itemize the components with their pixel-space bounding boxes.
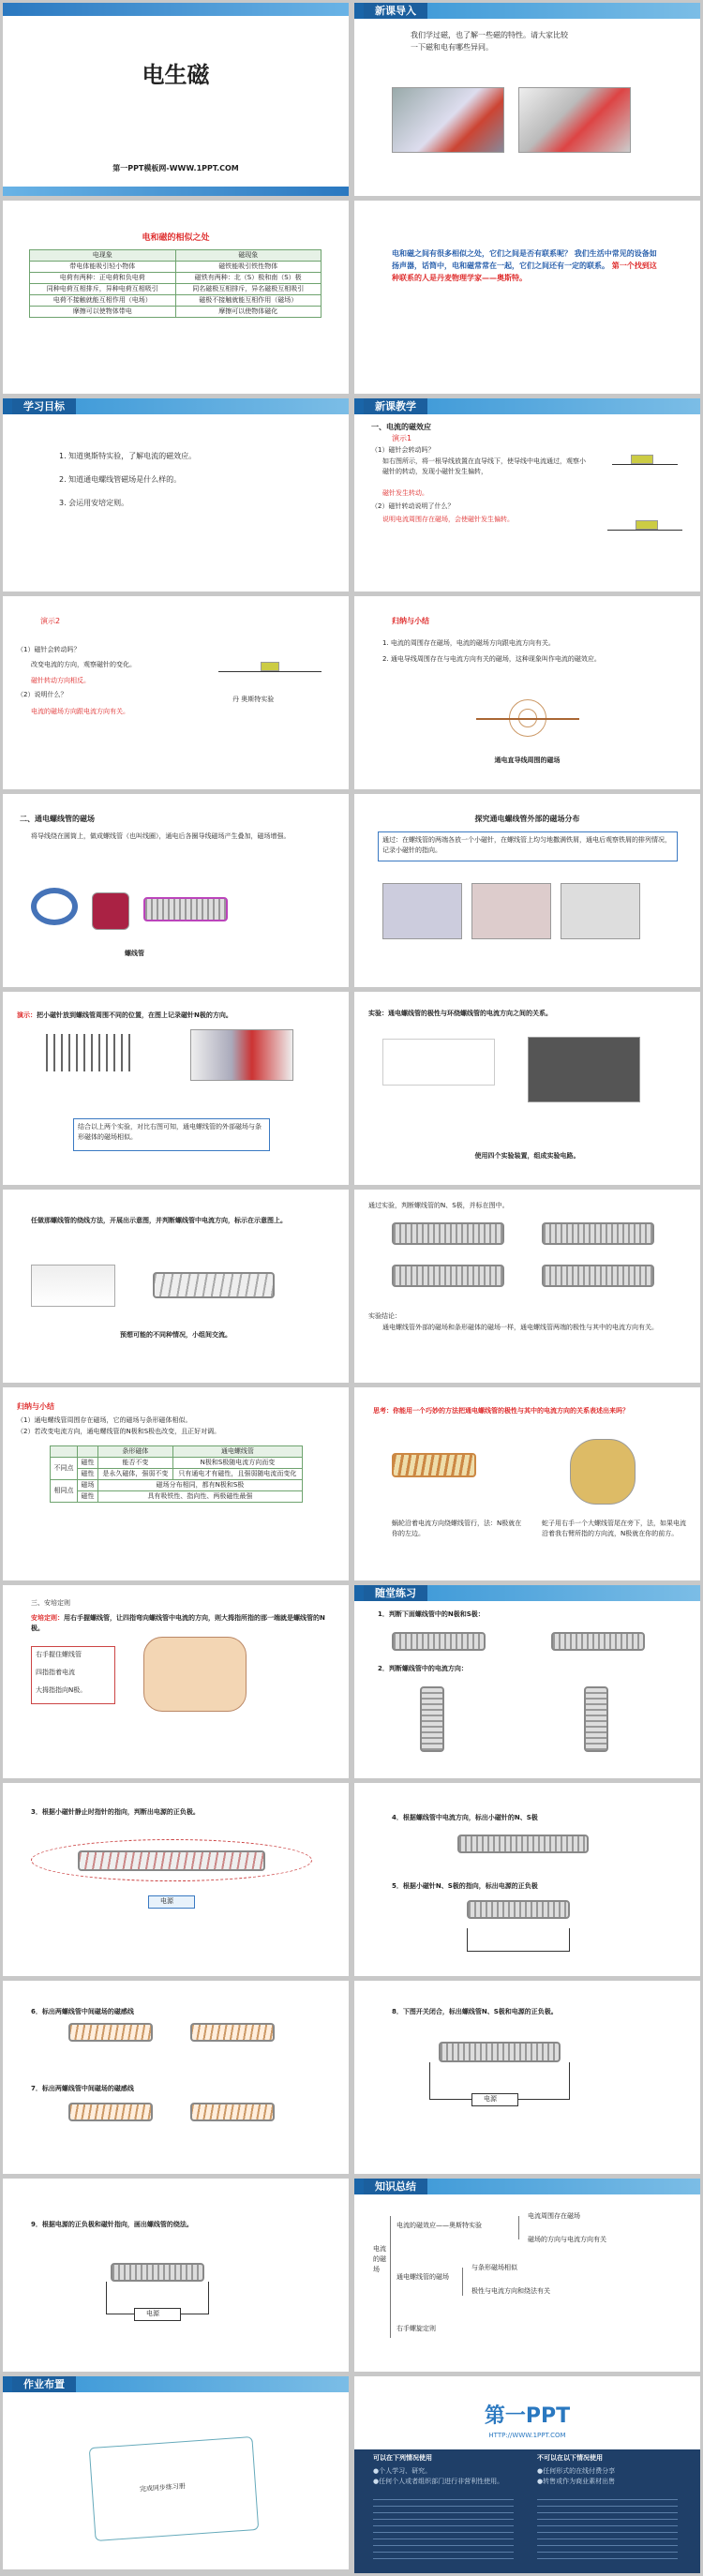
brand-url: HTTP://WWW.1PPT.COM (488, 2432, 566, 2439)
solenoid-diagram (392, 1632, 486, 1651)
monkey-icon (570, 1439, 636, 1505)
section-tab: 学习目标 (12, 398, 76, 414)
snail-coil (392, 1453, 476, 1477)
objective-3: 3. 会运用安培定则。 (59, 499, 129, 507)
comparison-table: 条形磁体 通电螺线管 不同点 磁性 能否不变 N极和S极随电流方向而变 磁性 是永久磁体，强弱不变 只有通电才有磁性，且强弱随电流而变化 相同点 磁场 磁场分布相同，都有N极和S极 磁性 具有吸铁性、指向性、两极磁性最强 (50, 1445, 303, 1503)
slide-credits: 第一PPT HTTP://WWW.1PPT.COM 可以在下列情况使用 不可以在以下情况使用 ●个人学习、研究。 ●任何个人或者组织部门进行非营利性使用。 ●任何形式的在线付费分享 ●转售或作为商业素材出售 (354, 2376, 700, 2573)
spool-icon (92, 892, 129, 930)
solenoid-diagram (439, 2042, 561, 2062)
magnet-photo (392, 87, 504, 153)
slide-practice-3: 3．根据小磁针静止时指针的指向，判断出电源的正负极。 电源 (3, 1783, 349, 1976)
solenoid-diagram (467, 1900, 570, 1919)
slide-practice-6-7: 6．标出两螺线管中间磁场的磁感线 7．标出两螺线管中间磁场的磁感线 (3, 1981, 349, 2174)
compass-row (40, 1034, 134, 1071)
link-list (373, 2494, 514, 2565)
solenoid-diagram (153, 1272, 275, 1298)
demo-label: 演示1 (392, 434, 412, 442)
experiment-photo (471, 883, 551, 939)
slide-polarity: 实验：通电螺线管的极性与环绕螺线管的电流方向之间的关系。 使用四个实验装置，组成实验电路。 (354, 992, 700, 1185)
slide-knowledge-summary: 知识总结 电流的磁场 电流的磁效应——奥斯特实验 电流周围存在磁场 磁场的方向与电流方向有关 通电螺线管的磁场 与条形磁场相似 极性与电流方向和绕法有关 右手螺旋定则 (354, 2179, 700, 2372)
slide-objectives (3, 398, 349, 592)
slide-summary-2: 归纳与小结 （1）通电螺线管周围存在磁场，它的磁场与条形磁体相似。 （2）若改变电流方向，通电螺线管的N极和S极也改变，且正好对调。 条形磁体 通电螺线管 不同点 磁性 能否不变 N极和S极随电流方向而变 磁性 是永久磁体，强弱不变 只有通电才有磁性，且强弱随电流而变化 相同点 磁场 磁场分布相同，都有N极和S极 磁性 具有吸铁性、指向性、两极磁性最强 (3, 1387, 349, 1580)
wire-icon (476, 718, 579, 720)
hand-icon (143, 1637, 247, 1712)
solenoid-diagram (457, 1835, 589, 1853)
slide-summary-1: 归纳与小结 1. 电流的周围存在磁场，电流的磁场方向跟电流方向有关。 2. 通电导线周围存在与电流方向有关的磁场，这种现象叫作电流的磁效应。 通电直导线周围的磁场 (354, 596, 700, 789)
experiment-photo (561, 883, 640, 939)
slide-subtitle: 第一PPT模板网-WWW.1PPT.COM (112, 164, 239, 172)
slide-homework (3, 2376, 349, 2569)
connection-q: 电和磁之间有很多相似之处，它们之间是否有联系呢？ (392, 249, 572, 258)
tube-photo (31, 1265, 115, 1307)
slide-practice-9: 9．根据电源的正负极和磁针指向，画出螺线管的绕法。 电源 (3, 2179, 349, 2372)
solenoid-diagram (551, 1632, 645, 1651)
solenoid-diagram (392, 1222, 504, 1245)
section-tab: 随堂练习 (364, 1585, 427, 1601)
magnet-hand-photo (518, 87, 631, 153)
filings-photo (190, 1029, 293, 1081)
slide-winding: 任做那螺线管的绕线方法，开展出示意图，并判断螺线管中电流方向，标示在示意图上。 预想可能的不同种情况，小组间交流。 (3, 1190, 349, 1383)
slide-think: 思考：你能用一个巧妙的方法把通电螺线管的极性与其中的电流方向的关系表述出来吗？ 蜗轮沿着电流方向绕螺线管行，法：N极就在你的左边。 蛇子用右手一个大螺线管尾在旁下，法，如果电流沿着我右臂所指的方向流，N极就在你的前方。 (354, 1387, 700, 1580)
solenoid-diagram (542, 1265, 654, 1287)
compass-icon (636, 520, 658, 530)
slide-demo-filings: 演示：把小磁针放到螺线管周围不同的位置，在图上记录磁针N极的方向。 结合以上两个实验，对比右图可知，通电螺线管的外部磁场与条形磁体的磁场相似。 (3, 992, 349, 1185)
solenoid-diagram (190, 2103, 275, 2121)
compass-icon (261, 662, 279, 671)
solenoid-diagram (392, 1265, 504, 1287)
link-list (537, 2494, 678, 2565)
brand-logo: 第一PPT (484, 2404, 571, 2428)
section-tab: 知识总结 (364, 2179, 427, 2194)
slide-teaching-1: 新课教学 一、电流的磁效应 演示1 （1）磁针会转动吗？ 如右图所示，将一根导线放置在直导线下，使导线中电流通过，观察小磁针的转动，发现小磁针发生偏转， 磁针发生转动。 （2）磁针转动说明了什么？ 说明电流周围存在磁场，会使磁针发生偏转。 (354, 398, 700, 592)
similarity-table: 电现象 磁现象 带电体能吸引轻小物体 磁铁能吸引铁性物体 电荷有两种：正电荷和负电荷 磁铁有两种：北（S）极和南（S）极 同种电荷互相排斥，异种电荷互相吸引 同名磁极互相排斥，异名磁极互相吸引 电荷不接触就能互相作用（电场） 磁极不接触就能互相作用（磁场） 摩擦可以使物体带电 摩擦可以使物体磁化 (29, 249, 322, 318)
slide-connection (354, 201, 700, 394)
connection-text: 我们生活中常见的设备如扬声器，话筒中，电和磁常常在一起，它们之间还有一定的联系。 (392, 249, 657, 270)
intro-text: 我们学过磁，也了解一些磁的特性。请大家比较一下磁和电有哪些异同。 (411, 31, 568, 52)
section-tab: 新课导入 (364, 3, 427, 19)
solenoid-diagram (584, 1686, 608, 1752)
connection-oersted: 第一个找到这种联系的人是丹麦物理学家——奥斯特。 (392, 262, 657, 282)
solenoid-diagram (190, 2023, 275, 2042)
section-tab: 新课教学 (364, 398, 427, 414)
experiment-photo (382, 883, 462, 939)
slide-practice-8: 8．下图开关闭合，标出螺线管N、S极和电源的正负极。 电源 (354, 1981, 700, 2174)
section-heading: 一、电流的磁效应 (371, 423, 431, 431)
solenoid-diagram (68, 2103, 153, 2121)
solenoid-photo (528, 1037, 640, 1102)
slide-demo-2: 演示2 （1）磁针会转动吗？ 改变电流的方向，观察磁针的变化。 磁针转动方向相反。 （2）说明什么？ 电流的磁场方向跟电流方向有关。 丹 奥斯特实验 (3, 596, 349, 789)
objective-1: 1. 知道奥斯特实验，了解电流的磁效应。 (59, 452, 197, 460)
section-tab: 作业布置 (12, 2376, 76, 2392)
solenoid-diagram (68, 2023, 153, 2042)
slide-poles: 通过实验，判断螺线管的N、S极，并标在图中。 实验结论： 通电螺线管外部的磁场和条形磁体的磁场一样，通电螺线管两端的极性与其中的电流方向有关。 (354, 1190, 700, 1383)
figure-caption: 丹 奥斯特实验 (232, 696, 275, 703)
slide-title-text: 电生磁 (142, 62, 210, 88)
solenoid-icon (143, 897, 228, 921)
solenoid-diagram (542, 1222, 654, 1245)
mindmap-root: 电流的磁场 (373, 2245, 386, 2273)
coil-icon (31, 888, 78, 925)
homework-task: 完成同步练习册 (139, 2482, 187, 2494)
slide-practice-1: 随堂练习 1．判断下面螺线管中的N极和S极： 2．判断螺线管中的电流方向： (354, 1585, 700, 1778)
objective-2: 2. 知道通电螺线管磁场是什么样的。 (59, 475, 182, 484)
slide-similarity (3, 201, 349, 394)
slide-intro (354, 3, 700, 196)
slide-solenoid: 二、通电螺线管的磁场 将导线绕在圆筒上，做成螺线管（也叫线圈），通电后各圈导线磁场产生叠加，磁场增强。 螺线管 (3, 794, 349, 987)
slide-ampere: 三、安培定则 安培定则：用右手握螺线管，让四指弯向螺线管中电流的方向，则大拇指所指的那一端就是螺线管的N极。 右手握住螺线管 四指指着电流 大拇指指向N极。 (3, 1585, 349, 1778)
similarity-title: 电和磁的相似之处 (142, 233, 210, 243)
circuit-photo (382, 1039, 495, 1086)
solenoid-diagram (78, 1850, 265, 1871)
slide-title (3, 3, 349, 196)
slide-explore: 探究通电螺线管外部的磁场分布 通过：在螺线管的两端各放一个小磁针，在螺线管上均匀地撒满铁屑，通电后观察铁屑的排列情况，记录小磁针的指向。 (354, 794, 700, 987)
slide-practice-4-5: 4．根据螺线管中电流方向，标出小磁针的N、S极 5．根据小磁针N、S极的指向，标出电源的正负极 (354, 1783, 700, 1976)
compass-icon (631, 455, 653, 464)
solenoid-diagram (420, 1686, 444, 1752)
solenoid-diagram (111, 2263, 204, 2282)
